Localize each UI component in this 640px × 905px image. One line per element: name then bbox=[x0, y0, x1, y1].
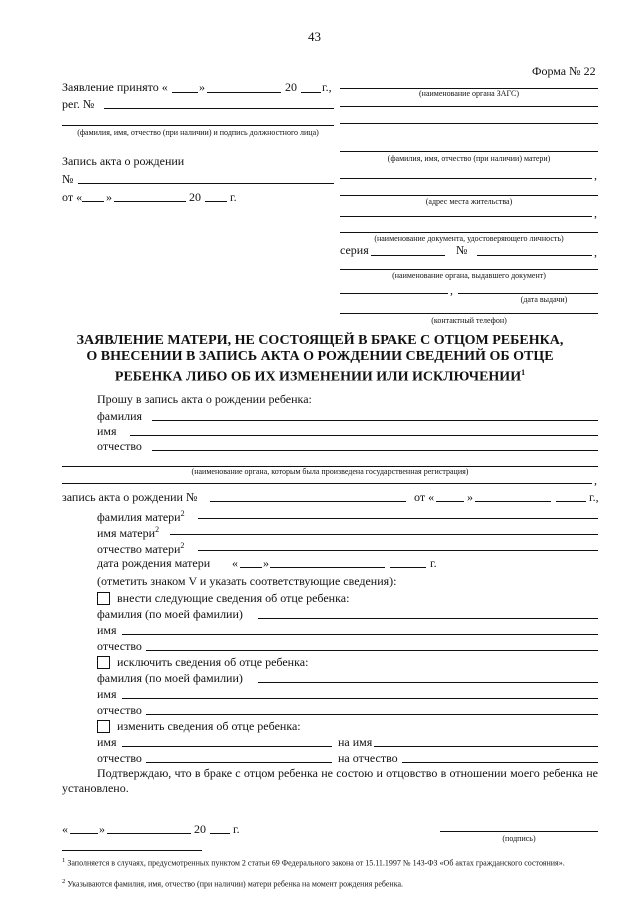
footnote-1-text: Заполняется в случаях, предусмотренных пунктом 2 статьи 69 Федерального закона от 15.11.1997 № 143-ФЗ «Об актах гражданского состояния». bbox=[67, 858, 565, 868]
father-change-name-label: имя bbox=[97, 735, 117, 749]
act-year-field[interactable] bbox=[205, 201, 227, 202]
title-line-1: ЗАЯВЛЕНИЕ МАТЕРИ, НЕ СОСТОЯЩЕЙ В БРАКЕ С ОТЦОМ РЕБЕНКА, bbox=[76, 333, 564, 348]
reg-number-field[interactable] bbox=[104, 108, 334, 109]
title-line-2: О ВНЕСЕНИИ В ЗАПИСЬ АКТА О РОЖДЕНИИ СВЕДЕНИЙ ОБ ОТЦЕ bbox=[86, 349, 554, 364]
child-patronymic-label: отчество bbox=[97, 439, 142, 453]
official-caption: (фамилия, имя, отчество (при наличии) и подпись должностного лица) bbox=[77, 128, 319, 137]
title-line-3: РЕБЕНКА ЛИБО ОБ ИХ ИЗМЕНЕНИИ ИЛИ ИСКЛЮЧЕНИИ bbox=[114, 369, 522, 385]
mother-birth-label: дата рождения матери bbox=[97, 556, 211, 570]
act-record-label: Запись акта о рождении bbox=[62, 154, 185, 168]
mother-birth-q-open: « bbox=[232, 556, 238, 570]
doc-number-field[interactable] bbox=[477, 255, 592, 256]
father-add-name-label: имя bbox=[97, 623, 117, 637]
comma-4: , bbox=[450, 283, 453, 297]
father-change-name-to-label: на имя bbox=[338, 735, 373, 749]
issuer-field-2[interactable] bbox=[340, 293, 448, 294]
series-label: серия bbox=[340, 243, 369, 257]
footnote-1-mark: 1 bbox=[62, 857, 66, 864]
body-act-record-label: запись акта о рождении № bbox=[62, 490, 198, 504]
father-add-patronymic-label: отчество bbox=[97, 639, 142, 653]
mother-birth-day-field[interactable] bbox=[240, 567, 262, 568]
act-from-pre: от « bbox=[62, 190, 83, 204]
father-remove-patronymic-label: отчество bbox=[97, 703, 142, 717]
father-remove-surname-label: фамилия (по моей фамилии) bbox=[97, 671, 243, 685]
title-footnote-mark: 1 bbox=[521, 368, 526, 377]
accepted-year-field[interactable] bbox=[301, 92, 321, 93]
confirm-text: Подтверждаю, что в браке с отцом ребенка не состою и отцовство в отношении моего ребенка не установлено. bbox=[62, 766, 598, 795]
option-change-checkbox[interactable] bbox=[97, 720, 110, 733]
mother-surname-field[interactable] bbox=[198, 518, 598, 519]
accepted-mid: » bbox=[199, 80, 205, 94]
comma-5: , bbox=[594, 473, 597, 487]
issuer-field[interactable] bbox=[340, 269, 598, 270]
mother-fio-line bbox=[340, 151, 598, 152]
comma-3: , bbox=[594, 245, 597, 259]
title-line-3-wrap bbox=[40, 365, 600, 385]
mother-birth-month-field[interactable] bbox=[270, 567, 385, 568]
address-field[interactable] bbox=[340, 195, 598, 196]
body-act-month-field[interactable] bbox=[475, 501, 551, 502]
registry-field-2[interactable] bbox=[62, 483, 592, 484]
zags-field-2[interactable] bbox=[340, 106, 598, 107]
date-day-field[interactable] bbox=[70, 833, 98, 834]
option-change-label: изменить сведения об отце ребенка: bbox=[117, 719, 301, 733]
series-field[interactable] bbox=[371, 255, 445, 256]
body-act-from-mid: » bbox=[467, 490, 473, 504]
father-remove-surname-field[interactable] bbox=[258, 682, 598, 683]
request-text: Прошу в запись акта о рождении ребенка: bbox=[97, 392, 312, 406]
date-q-open: « bbox=[62, 822, 68, 836]
address-caption: (адрес места жительства) bbox=[425, 197, 513, 206]
father-add-surname-label: фамилия (по моей фамилии) bbox=[97, 607, 243, 621]
zags-caption: (наименование органа ЗАГС) bbox=[419, 89, 519, 98]
mother-name-label: имя матери bbox=[97, 526, 156, 540]
act-from-suffix: г. bbox=[230, 190, 237, 204]
mother-patronymic-label: отчество матери bbox=[97, 542, 181, 556]
issue-date-field[interactable] bbox=[458, 293, 598, 294]
date-year: 20 bbox=[194, 822, 206, 836]
body-act-day-field[interactable] bbox=[436, 501, 464, 502]
footnote2-mark-2: 2 bbox=[155, 525, 160, 534]
zags-field-3[interactable] bbox=[340, 123, 598, 124]
date-year-field[interactable] bbox=[210, 833, 230, 834]
footnote-2-mark: 2 bbox=[62, 878, 66, 885]
footnote2-mark-3: 2 bbox=[180, 541, 185, 550]
issuer-caption: (наименование органа, выдавшего документ) bbox=[392, 271, 546, 280]
child-surname-label: фамилия bbox=[97, 409, 143, 423]
child-name-label: имя bbox=[97, 424, 117, 438]
act-from-year: 20 bbox=[189, 190, 201, 204]
body-act-year-suffix: г., bbox=[589, 490, 599, 504]
option-remove-checkbox[interactable] bbox=[97, 656, 110, 669]
accepted-pre: Заявление принято « bbox=[62, 80, 168, 94]
father-remove-name-label: имя bbox=[97, 687, 117, 701]
phone-caption: (контактный телефон) bbox=[431, 316, 507, 325]
official-field[interactable] bbox=[62, 125, 334, 126]
father-add-patronymic-field[interactable] bbox=[146, 650, 598, 651]
page-number: 43 bbox=[308, 29, 321, 44]
mother-surname-wrap bbox=[97, 507, 185, 524]
option-add-checkbox[interactable] bbox=[97, 592, 110, 605]
option-add-label: внести следующие сведения об отце ребенка: bbox=[117, 591, 350, 605]
father-remove-patronymic-field[interactable] bbox=[146, 714, 598, 715]
mother-birth-q-close: » bbox=[263, 556, 269, 570]
father-change-patronymic-label: отчество bbox=[97, 751, 142, 765]
act-day-field[interactable] bbox=[82, 201, 104, 202]
father-change-name-to-field[interactable] bbox=[374, 746, 598, 747]
father-change-patronymic-field[interactable] bbox=[146, 762, 332, 763]
accepted-year-suffix: г., bbox=[322, 80, 332, 94]
footnote-2-text: Указываются фамилия, имя, отчество (при наличии) матери ребенка на момент рождения ребенка. bbox=[67, 879, 404, 889]
form-number: Форма № 22 bbox=[532, 64, 596, 78]
reg-label: рег. № bbox=[62, 97, 95, 111]
option-remove-label: исключить сведения об отце ребенка: bbox=[117, 655, 309, 669]
doc-number-label: № bbox=[456, 243, 468, 257]
accepted-day-field[interactable] bbox=[172, 92, 198, 93]
phone-field[interactable] bbox=[340, 313, 598, 314]
accepted-month-field[interactable] bbox=[207, 92, 281, 93]
mother-name-wrap bbox=[97, 523, 159, 540]
mother-birth-suffix: г. bbox=[430, 556, 437, 570]
body-act-number-field[interactable] bbox=[210, 501, 406, 502]
act-from-mid: » bbox=[106, 190, 112, 204]
signature-caption: (подпись) bbox=[502, 834, 536, 843]
date-q-close: » bbox=[99, 822, 105, 836]
accepted-year: 20 bbox=[285, 80, 297, 94]
child-patronymic-field[interactable] bbox=[152, 450, 598, 451]
mother-patronymic-field[interactable] bbox=[198, 550, 598, 551]
comma-2: , bbox=[594, 206, 597, 220]
address-field-2[interactable] bbox=[340, 216, 592, 217]
instruction-text: (отметить знаком V и указать соответствующие сведения): bbox=[97, 574, 397, 588]
date-month-field[interactable] bbox=[107, 833, 191, 834]
signature-field[interactable] bbox=[440, 831, 598, 832]
date-suffix: г. bbox=[233, 822, 240, 836]
body-act-from-pre: от « bbox=[414, 490, 435, 504]
act-number-label: № bbox=[62, 172, 74, 186]
mother-patronymic-wrap bbox=[97, 539, 184, 556]
body-act-year-field[interactable] bbox=[556, 501, 586, 502]
comma-1: , bbox=[594, 168, 597, 182]
father-change-patronymic-to-field[interactable] bbox=[402, 762, 598, 763]
doc-caption: (наименование документа, удостоверяющего личность) bbox=[374, 234, 564, 243]
footnote2-mark-1: 2 bbox=[180, 509, 185, 518]
father-change-patronymic-to-label: на отчество bbox=[338, 751, 398, 765]
father-add-name-field[interactable] bbox=[122, 634, 598, 635]
mother-caption: (фамилия, имя, отчество (при наличии) матери) bbox=[387, 154, 551, 163]
registry-caption: (наименование органа, которым была произведена государственная регистрация) bbox=[191, 467, 469, 476]
mother-fio-field[interactable] bbox=[340, 178, 592, 179]
child-surname-field[interactable] bbox=[152, 420, 598, 421]
mother-birth-year-field[interactable] bbox=[390, 567, 426, 568]
act-number-field[interactable] bbox=[78, 183, 334, 184]
footnote-separator bbox=[62, 850, 202, 851]
father-add-surname-field[interactable] bbox=[258, 618, 598, 619]
issue-date-caption: (дата выдачи) bbox=[520, 295, 568, 304]
footnote-2 bbox=[62, 877, 598, 889]
mother-surname-label: фамилия матери bbox=[97, 510, 181, 524]
father-change-name-field[interactable] bbox=[122, 746, 332, 747]
father-remove-name-field[interactable] bbox=[122, 698, 598, 699]
mother-name-field[interactable] bbox=[170, 534, 598, 535]
doc-name-field[interactable] bbox=[340, 232, 598, 233]
child-name-field[interactable] bbox=[130, 435, 598, 436]
act-month-field[interactable] bbox=[114, 201, 186, 202]
footnote-1 bbox=[62, 856, 598, 868]
